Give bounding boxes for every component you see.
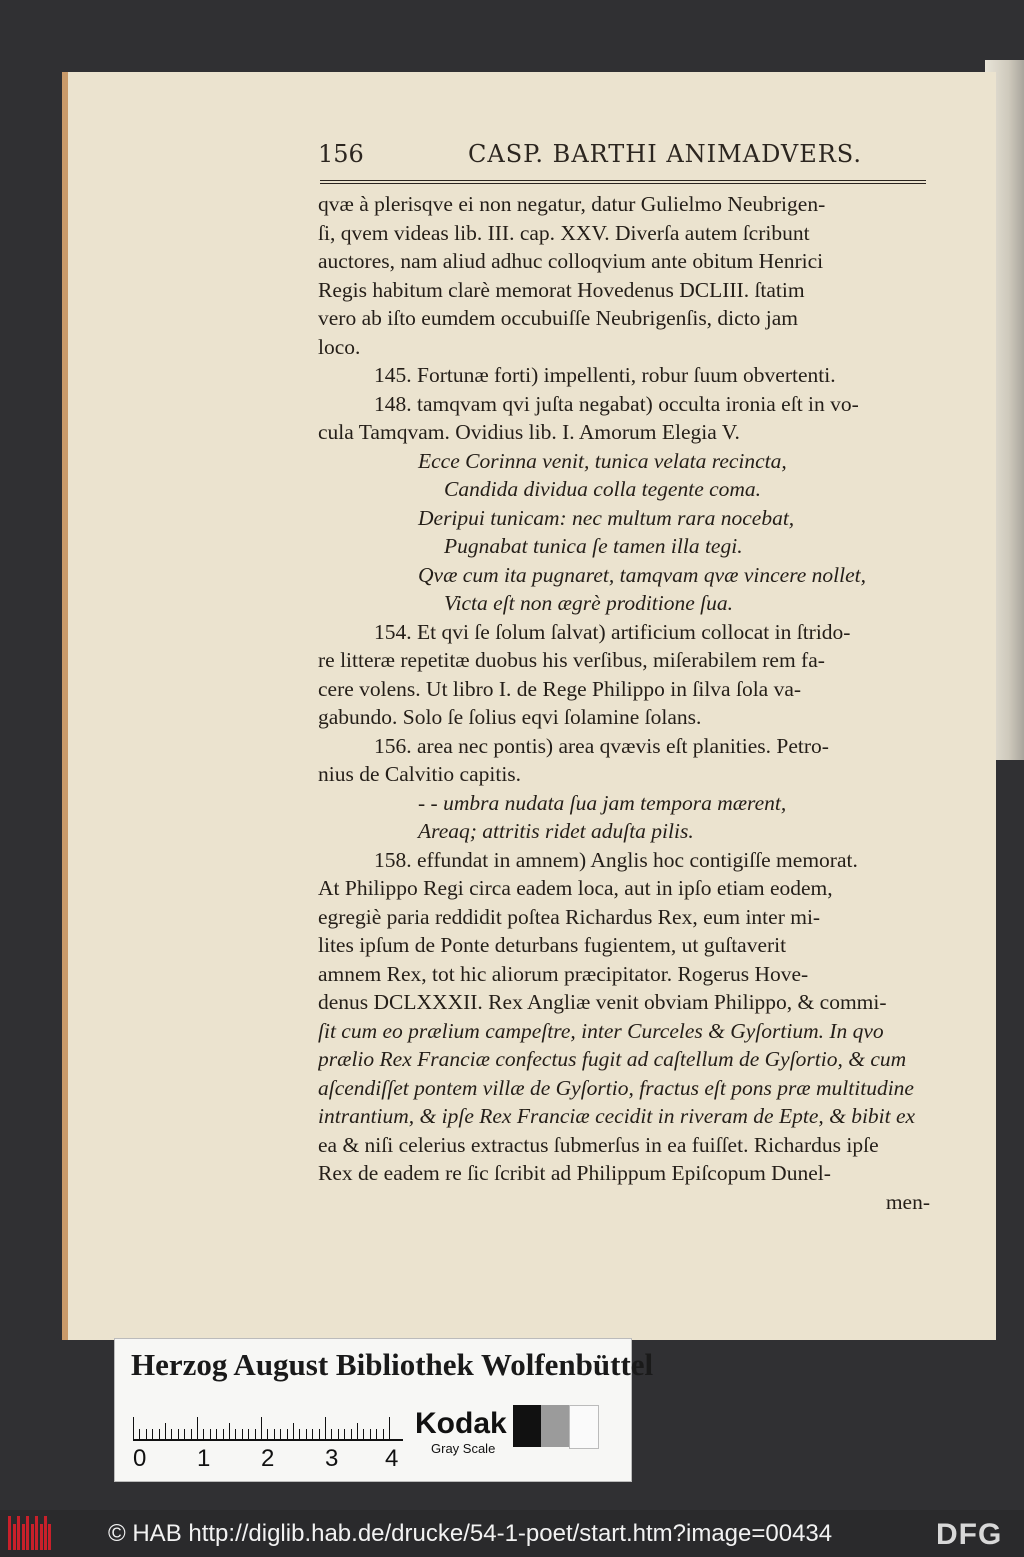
ruler-tick <box>357 1423 358 1439</box>
ruler-tick <box>376 1429 377 1439</box>
credit-link[interactable]: © HAB http://diglib.hab.de/drucke/54-1-poet/start.htm?image=00434 <box>108 1520 833 1547</box>
ruler-tick <box>274 1429 275 1439</box>
ruler-tick <box>197 1417 198 1439</box>
text-line: egregiè paria reddidit poſtea Richardus Rex, eum inter mi- <box>318 904 821 929</box>
ruler-tick <box>165 1423 166 1439</box>
ruler-tick <box>229 1423 230 1439</box>
logo-bar <box>22 1524 25 1550</box>
text-line: amnem Rex, tot hic aliorum præcipitator. Rogerus Hove- <box>318 961 809 986</box>
running-head <box>318 138 938 178</box>
text-line: gabundo. Solo ſe ſolius eqvi ſolamine ſolans. <box>318 705 702 729</box>
verse-line: Pugnabat tunica ſe tamen illa tegi. <box>444 534 743 558</box>
ruler-tick <box>216 1429 217 1439</box>
ruler-tick <box>338 1429 339 1439</box>
logo-bar <box>17 1516 20 1550</box>
measurement-ruler <box>133 1409 403 1441</box>
header-rule <box>320 180 926 184</box>
ruler-number: 0 <box>133 1445 147 1472</box>
institution-name: Herzog August Bibliothek Wolfenbüttel <box>131 1347 654 1382</box>
text-line: denus DCLXXXII. Rex Angliæ venit obviam Philippo, & commi- <box>318 990 887 1014</box>
note-entry: 145. Fortunæ forti) impellenti, robur ſuum obvertenti. <box>374 363 836 387</box>
ruler-tick <box>383 1429 384 1439</box>
ruler-number: 4 <box>385 1445 399 1472</box>
ruler-number: 3 <box>325 1445 339 1472</box>
color-target-card <box>114 1338 654 1482</box>
ruler-tick <box>191 1429 192 1439</box>
verse-line: Victa eſt non ægrè proditione ſua. <box>444 591 734 615</box>
ruler-tick <box>146 1429 147 1439</box>
logo-bar <box>8 1516 11 1550</box>
logo-bar <box>40 1524 43 1550</box>
verse-line: Areaq; attritis ridet aduſta pilis. <box>418 819 694 843</box>
verse-line: Candida dividua colla tegente coma. <box>444 477 762 501</box>
logo-bar <box>35 1516 38 1550</box>
text-line: nius de Calvitio capitis. <box>318 762 522 786</box>
ruler-tick <box>178 1429 179 1439</box>
note-entry: 154. Et qvi ſe ſolum ſalvat) artificium collocat in ſtrido- <box>374 619 851 644</box>
ruler-tick <box>351 1429 352 1439</box>
gray-swatch-mid <box>541 1405 569 1447</box>
ruler-tick <box>223 1429 224 1439</box>
gray-swatch-black <box>513 1405 541 1447</box>
running-title: CASP. BARTHI ANIMADVERS. <box>468 140 863 168</box>
quote-line: intrantium, & ipſe Rex Franciæ cecidit in riveram de Epte, & bibit ex <box>318 1104 916 1128</box>
note-entry: 158. effundat in amnem) Anglis hoc contigiſſe memorat. <box>374 847 858 872</box>
text-line: auctores, nam aliud adhuc colloqvium ante obitum Henrici <box>318 249 824 273</box>
text-line: At Philippo Regi circa eadem loca, aut in ipſo etiam eodem, <box>318 876 833 900</box>
quote-line: ſit cum eo prælium campeſtre, inter Curceles & Gyſortium. In qvo <box>318 1018 884 1043</box>
verse-line: - - umbra nudata ſua jam tempora mærent, <box>418 790 787 815</box>
ruler-tick <box>210 1429 211 1439</box>
ruler-tick <box>325 1417 326 1439</box>
viewer-footer <box>0 1510 1024 1557</box>
ruler-tick <box>319 1429 320 1439</box>
text-line: Rex de eadem re ſic ſcribit ad Philippum Epiſcopum Dunel- <box>318 1161 831 1185</box>
text-line: Regis habitum clarè memorat Hovedenus DCLIII. ſtatim <box>318 277 805 302</box>
ruler-tick <box>171 1429 172 1439</box>
text-line: re litteræ repetitæ duobus his verſibus, miſerabilem rem fa- <box>318 648 825 672</box>
logo-bar <box>26 1516 29 1550</box>
ruler-tick <box>255 1429 256 1439</box>
ruler-tick <box>363 1429 364 1439</box>
logo-bar <box>13 1524 16 1550</box>
ruler-tick <box>235 1429 236 1439</box>
text-line: cula Tamqvam. Ovidius lib. I. Amorum Elegia V. <box>318 420 740 444</box>
catchword: men- <box>885 1189 930 1214</box>
ruler-tick <box>280 1429 281 1439</box>
verse-line: Qvæ cum ita pugnaret, tamqvam qvæ vincere nollet, <box>418 562 867 587</box>
ruler-tick <box>370 1429 371 1439</box>
ruler-tick <box>139 1429 140 1439</box>
ruler-tick <box>184 1429 185 1439</box>
logo-bar <box>31 1524 34 1550</box>
ruler-tick <box>287 1429 288 1439</box>
ruler-tick <box>344 1429 345 1439</box>
text-line: ea & niſi celerius extractus ſubmerſus in ea fuiſſet. Richardus ipſe <box>318 1132 879 1157</box>
quote-line: prælio Rex Franciæ confectus fugit ad caſtellum de Gyſortio, & cum <box>318 1047 907 1071</box>
text-line: loco. <box>318 334 361 359</box>
note-entry: 156. area nec pontis) area qvævis eſt planities. Petro- <box>374 733 829 758</box>
quote-line: aſcendiſſet pontem villæ de Gyſortio, fractus eſt pons præ multitudine <box>318 1075 914 1100</box>
ruler-tick <box>152 1429 153 1439</box>
ruler-tick <box>261 1417 262 1439</box>
text-line: ſi, qvem videas lib. III. cap. XXV. Diverſa autem ſcribunt <box>318 220 810 245</box>
ruler-tick <box>203 1429 204 1439</box>
logo-bar <box>48 1524 51 1550</box>
text-line: vero ab iſto eumdem occubuiſſe Neubrigenſis, dicto jam <box>318 306 799 330</box>
page-number: 156 <box>318 140 364 168</box>
ruler-tick <box>248 1429 249 1439</box>
verse-line: Ecce Corinna venit, tunica velata recincta, <box>418 448 787 473</box>
gray-swatch-white <box>569 1405 599 1449</box>
ruler-number: 2 <box>261 1445 275 1472</box>
kodak-logo: Kodak <box>415 1407 507 1440</box>
ruler-tick <box>242 1429 243 1439</box>
ruler-tick <box>306 1429 307 1439</box>
ruler-tick <box>312 1429 313 1439</box>
ruler-number: 1 <box>197 1445 211 1472</box>
gray-scale-label: Gray Scale <box>431 1441 496 1456</box>
ruler-tick <box>389 1417 390 1439</box>
body-text <box>318 190 938 1216</box>
text-line: lites ipſum de Ponte deturbans fugientem, ut guſtaverit <box>318 933 787 957</box>
text-line: cere volens. Ut libro I. de Rege Philippo in ſilva ſola va- <box>318 676 802 701</box>
ruler-tick <box>331 1429 332 1439</box>
dfg-logo: DFG <box>936 1518 1003 1551</box>
ruler-tick <box>299 1429 300 1439</box>
verse-line: Deripui tunicam: nec multum rara nocebat, <box>418 505 795 530</box>
hab-barcode-logo-icon <box>8 1516 52 1550</box>
note-entry: 148. tamqvam qvi juſta negabat) occulta ironia eſt in vo- <box>374 391 859 416</box>
ruler-tick <box>293 1423 294 1439</box>
ruler-tick <box>159 1429 160 1439</box>
ruler-tick <box>267 1429 268 1439</box>
logo-bar <box>44 1516 47 1550</box>
ruler-tick <box>133 1417 134 1439</box>
text-line: qvæ à plerisqve ei non negatur, datur Gulielmo Neubrigen- <box>318 192 826 216</box>
